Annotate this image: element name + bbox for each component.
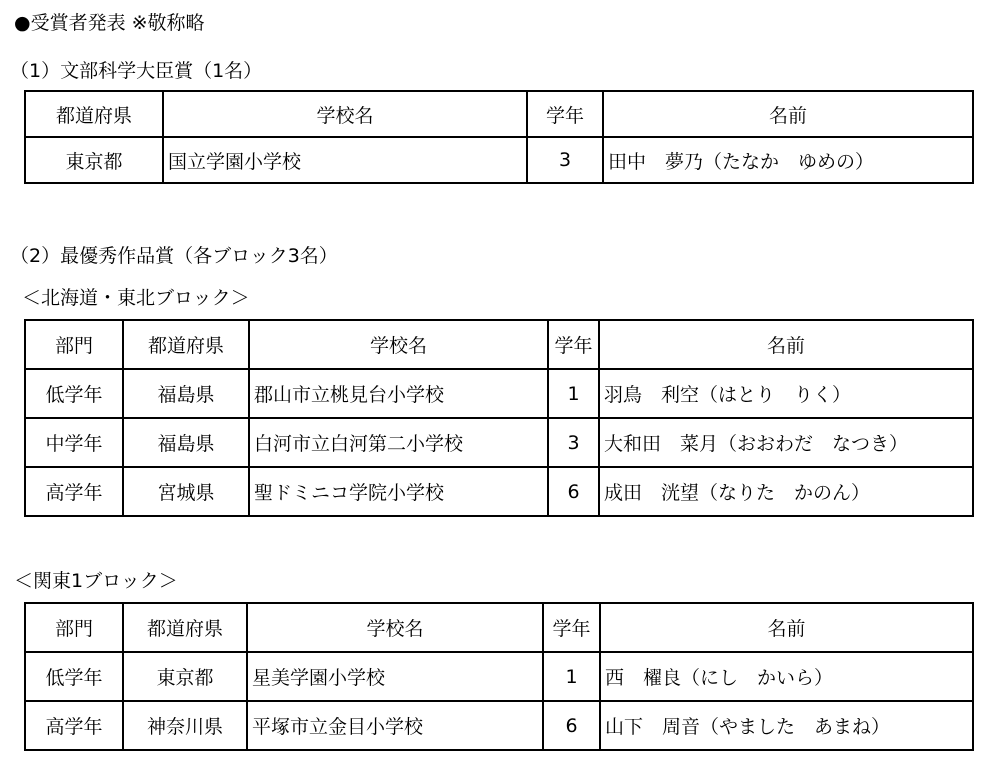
table-row [25, 369, 973, 418]
table-row [25, 418, 973, 467]
cell-grade: 1 [548, 369, 599, 418]
cell-prefecture: 福島県 [123, 369, 249, 418]
cell-division: 低学年 [25, 369, 123, 418]
minister-award-table [24, 90, 974, 184]
cell-name: 西 櫂良（にし かいら） [600, 652, 973, 701]
cell-school: 白河市立白河第二小学校 [249, 418, 548, 467]
cell-division: 中学年 [25, 418, 123, 467]
cell-prefecture: 東京都 [123, 652, 247, 701]
header-grade: 学年 [548, 320, 599, 369]
header-grade: 学年 [543, 603, 600, 652]
table-row [25, 137, 973, 183]
header-prefecture: 都道府県 [25, 91, 163, 137]
cell-grade: 6 [543, 701, 600, 750]
cell-name: 成田 洸望（なりた かのん） [599, 467, 973, 516]
table-row [25, 652, 973, 701]
cell-name: 田中 夢乃（たなか ゆめの） [603, 137, 973, 183]
block-title-hokkaido-tohoku: ＜北海道・東北ブロック＞ [22, 287, 250, 309]
cell-prefecture: 東京都 [25, 137, 163, 183]
hokkaido-tohoku-table [24, 319, 974, 517]
cell-school: 国立学園小学校 [163, 137, 527, 183]
table-header-row [25, 320, 973, 369]
table-row [25, 701, 973, 750]
page-heading: ●受賞者発表 ※敬称略 [14, 12, 205, 34]
cell-division: 高学年 [25, 701, 123, 750]
cell-school: 郡山市立桃見台小学校 [249, 369, 548, 418]
header-name: 名前 [603, 91, 973, 137]
header-school: 学校名 [247, 603, 543, 652]
header-prefecture: 都道府県 [123, 320, 249, 369]
header-grade: 学年 [527, 91, 603, 137]
cell-name: 羽鳥 利空（はとり りく） [599, 369, 973, 418]
cell-prefecture: 神奈川県 [123, 701, 247, 750]
header-name: 名前 [599, 320, 973, 369]
header-division: 部門 [25, 603, 123, 652]
cell-grade: 3 [527, 137, 603, 183]
cell-division: 高学年 [25, 467, 123, 516]
section-title-best-work-award: （2）最優秀作品賞（各ブロック3名） [10, 245, 338, 267]
cell-name: 大和田 菜月（おおわだ なつき） [599, 418, 973, 467]
cell-school: 聖ドミニコ学院小学校 [249, 467, 548, 516]
kanto1-table [24, 602, 974, 751]
cell-prefecture: 福島県 [123, 418, 249, 467]
cell-prefecture: 宮城県 [123, 467, 249, 516]
header-name: 名前 [600, 603, 973, 652]
header-school: 学校名 [249, 320, 548, 369]
cell-school: 星美学園小学校 [247, 652, 543, 701]
table-header-row [25, 91, 973, 137]
table-row [25, 467, 973, 516]
header-school: 学校名 [163, 91, 527, 137]
table-header-row [25, 603, 973, 652]
cell-school: 平塚市立金目小学校 [247, 701, 543, 750]
cell-division: 低学年 [25, 652, 123, 701]
header-division: 部門 [25, 320, 123, 369]
cell-name: 山下 周音（やました あまね） [600, 701, 973, 750]
cell-grade: 6 [548, 467, 599, 516]
cell-grade: 1 [543, 652, 600, 701]
block-title-kanto1: ＜関東1ブロック＞ [14, 570, 178, 592]
cell-grade: 3 [548, 418, 599, 467]
section-title-minister-award: （1）文部科学大臣賞（1名） [10, 60, 263, 82]
header-prefecture: 都道府県 [123, 603, 247, 652]
